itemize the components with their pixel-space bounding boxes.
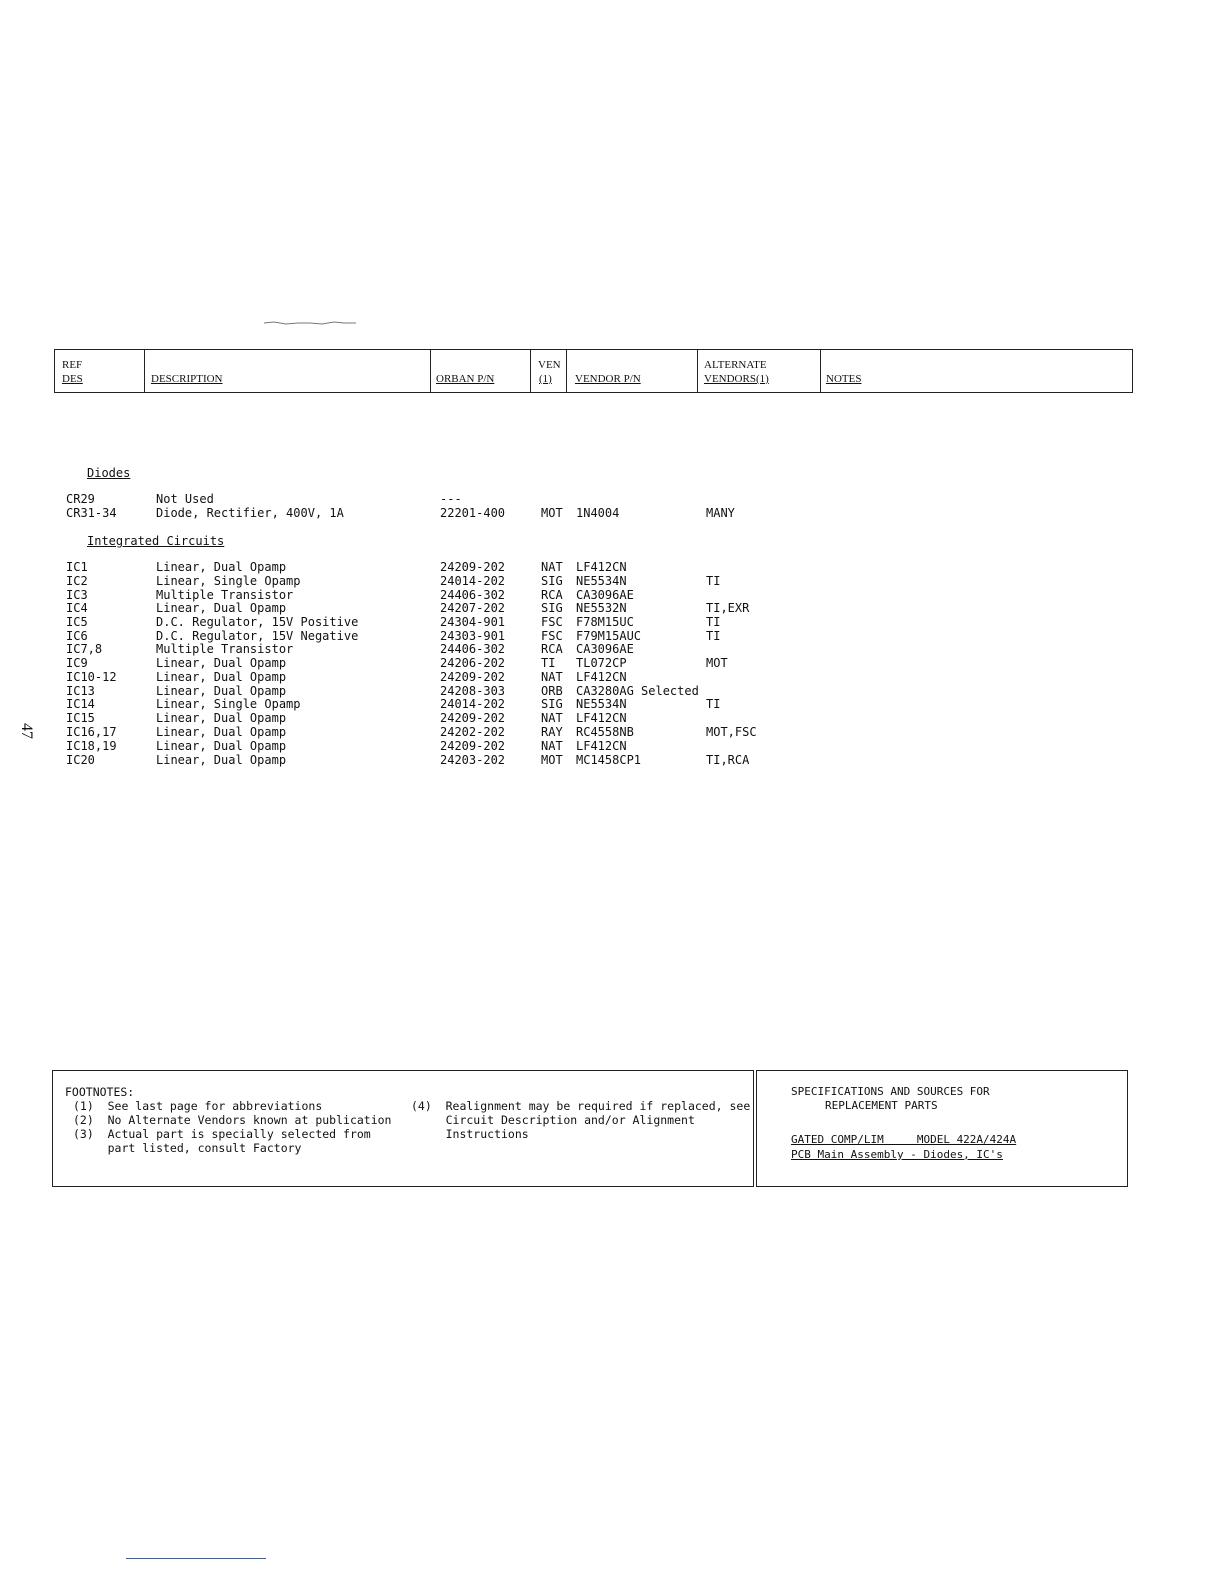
scan-mark [264,320,356,326]
vendor-pn: CA3096AE [576,588,634,602]
header-notes: NOTES [826,373,862,385]
alternate-vendors: TI,RCA [706,753,750,767]
ref-des: CR29 [66,492,95,506]
page-number: 47 [18,723,35,739]
footnotes-box [52,1070,754,1187]
description: Linear, Dual Opamp [156,601,287,615]
ref-des: IC3 [66,588,88,602]
description: Linear, Dual Opamp [156,739,287,753]
ref-des: IC1 [66,560,88,574]
divider [126,1558,266,1559]
description: Multiple Transistor [156,588,294,602]
orban-pn: 24209-202 [440,711,506,725]
vendor: NAT [541,711,563,725]
title-block [756,1070,1128,1187]
description: Multiple Transistor [156,642,294,656]
header-ven: VEN [538,359,561,371]
table-row [0,671,1224,685]
header-alternate-vendors: VENDORS(1) [704,373,769,385]
footnote-4-cont: Instructions [411,1127,529,1141]
spec-line-1: SPECIFICATIONS AND SOURCES FOR [791,1085,990,1098]
col-divider [697,350,698,392]
description: D.C. Regulator, 15V Positive [156,615,359,629]
alternate-vendors: MANY [706,506,735,520]
description: Linear, Single Opamp [156,574,301,588]
vendor: NAT [541,560,563,574]
col-divider [144,350,145,392]
ref-des: IC4 [66,601,88,615]
col-divider [566,350,567,392]
vendor-pn: F79M15AUC [576,629,642,643]
table-row [0,561,1224,575]
ref-des: IC6 [66,629,88,643]
alternate-vendors: TI [706,574,721,588]
orban-pn: 24014-202 [440,697,506,711]
vendor-pn: 1N4004 [576,506,620,520]
description: Not Used [156,492,214,506]
vendor-pn: LF412CN [576,670,627,684]
orban-pn: 24208-303 [440,684,506,698]
description: Linear, Dual Opamp [156,753,287,767]
footnote-2: (2) No Alternate Vendors known at publication [73,1113,392,1127]
table-row [0,698,1224,712]
orban-pn: 24206-202 [440,656,506,670]
footnote-3-cont: part listed, consult Factory [73,1141,302,1155]
header-description: DESCRIPTION [151,373,223,385]
ref-des: IC13 [66,684,95,698]
header-ref: REF [62,359,83,371]
assembly-line: PCB Main Assembly - Diodes, IC's [791,1148,1003,1161]
table-row [0,740,1224,754]
vendor: NAT [541,670,563,684]
vendor-pn: CA3280AG Selected [576,684,699,698]
vendor: MOT [541,753,563,767]
ref-des: IC9 [66,656,88,670]
description: Linear, Dual Opamp [156,656,287,670]
alternate-vendors: TI [706,615,721,629]
orban-pn: 24203-202 [440,753,506,767]
description: D.C. Regulator, 15V Negative [156,629,359,643]
header-des: DES [62,373,83,385]
orban-pn: 24014-202 [440,574,506,588]
ref-des: IC15 [66,711,95,725]
orban-pn: 24202-202 [440,725,506,739]
vendor-pn: NE5534N [576,697,627,711]
ref-des: IC20 [66,753,95,767]
orban-pn: --- [440,492,462,506]
header-orban-pn: ORBAN P/N [436,373,495,385]
alternate-vendors: TI,EXR [706,601,750,615]
spec-line-2: REPLACEMENT PARTS [825,1099,938,1112]
footnote-3: (3) Actual part is specially selected from [73,1127,371,1141]
ref-des: IC16,17 [66,725,117,739]
section-title-diodes: Diodes [87,466,131,480]
col-divider [530,350,531,392]
ref-des: IC18,19 [66,739,117,753]
description: Linear, Dual Opamp [156,684,287,698]
footnote-4: (4) Realignment may be required if replaced, see [411,1099,751,1113]
orban-pn: 24406-302 [440,588,506,602]
table-row [0,602,1224,616]
orban-pn: 24406-302 [440,642,506,656]
vendor-pn: LF412CN [576,560,627,574]
description: Linear, Dual Opamp [156,725,287,739]
vendor: RCA [541,588,563,602]
orban-pn: 22201-400 [440,506,506,520]
ref-des: IC5 [66,615,88,629]
vendor: RCA [541,642,563,656]
vendor: TI [541,656,556,670]
vendor-pn: NE5532N [576,601,627,615]
vendor-pn: TL072CP [576,656,627,670]
vendor-pn: LF412CN [576,711,627,725]
header-ven-note: (1) [539,373,552,385]
section-title-integrated-circuits: Integrated Circuits [87,534,225,548]
description: Diode, Rectifier, 400V, 1A [156,506,344,520]
alternate-vendors: MOT [706,656,728,670]
description: Linear, Dual Opamp [156,670,287,684]
orban-pn: 24209-202 [440,560,506,574]
table-row [0,712,1224,726]
header-vendor-pn: VENDOR P/N [575,373,641,385]
description: Linear, Dual Opamp [156,560,287,574]
vendor: FSC [541,629,563,643]
ref-des: IC2 [66,574,88,588]
alternate-vendors: TI [706,697,721,711]
footnote-1: (1) See last page for abbreviations [73,1099,323,1113]
vendor-pn: CA3096AE [576,642,634,656]
orban-pn: 24303-901 [440,629,506,643]
table-row [0,643,1224,657]
orban-pn: 24207-202 [440,601,506,615]
alternate-vendors: MOT,FSC [706,725,757,739]
table-row [0,493,1224,507]
vendor: RAY [541,725,563,739]
vendor-pn: MC1458CP1 [576,753,642,767]
vendor-pn: RC4558NB [576,725,634,739]
vendor: SIG [541,601,563,615]
ref-des: IC10-12 [66,670,117,684]
ref-des: IC7,8 [66,642,103,656]
vendor: MOT [541,506,563,520]
table-row [0,657,1224,671]
ref-des: CR31-34 [66,506,117,520]
ref-des: IC14 [66,697,95,711]
description: Linear, Dual Opamp [156,711,287,725]
header-alternate: ALTERNATE [704,359,767,371]
col-divider [820,350,821,392]
vendor: NAT [541,739,563,753]
table-row [0,726,1224,740]
table-row [0,575,1224,589]
vendor: ORB [541,684,563,698]
orban-pn: 24209-202 [440,739,506,753]
table-row [0,507,1224,521]
description: Linear, Single Opamp [156,697,301,711]
model-line: GATED COMP/LIM MODEL 422A/424A [791,1133,1017,1146]
footnotes-title: FOOTNOTES: [65,1085,135,1099]
vendor-pn: LF412CN [576,739,627,753]
alternate-vendors: TI [706,629,721,643]
vendor: FSC [541,615,563,629]
table-row [0,754,1224,768]
column-header-box [54,349,1133,393]
vendor-pn: NE5534N [576,574,627,588]
vendor: SIG [541,574,563,588]
footnote-4-cont: Circuit Description and/or Alignment [411,1113,695,1127]
table-row [0,616,1224,630]
col-divider [430,350,431,392]
orban-pn: 24209-202 [440,670,506,684]
vendor-pn: F78M15UC [576,615,634,629]
vendor: SIG [541,697,563,711]
orban-pn: 24304-901 [440,615,506,629]
